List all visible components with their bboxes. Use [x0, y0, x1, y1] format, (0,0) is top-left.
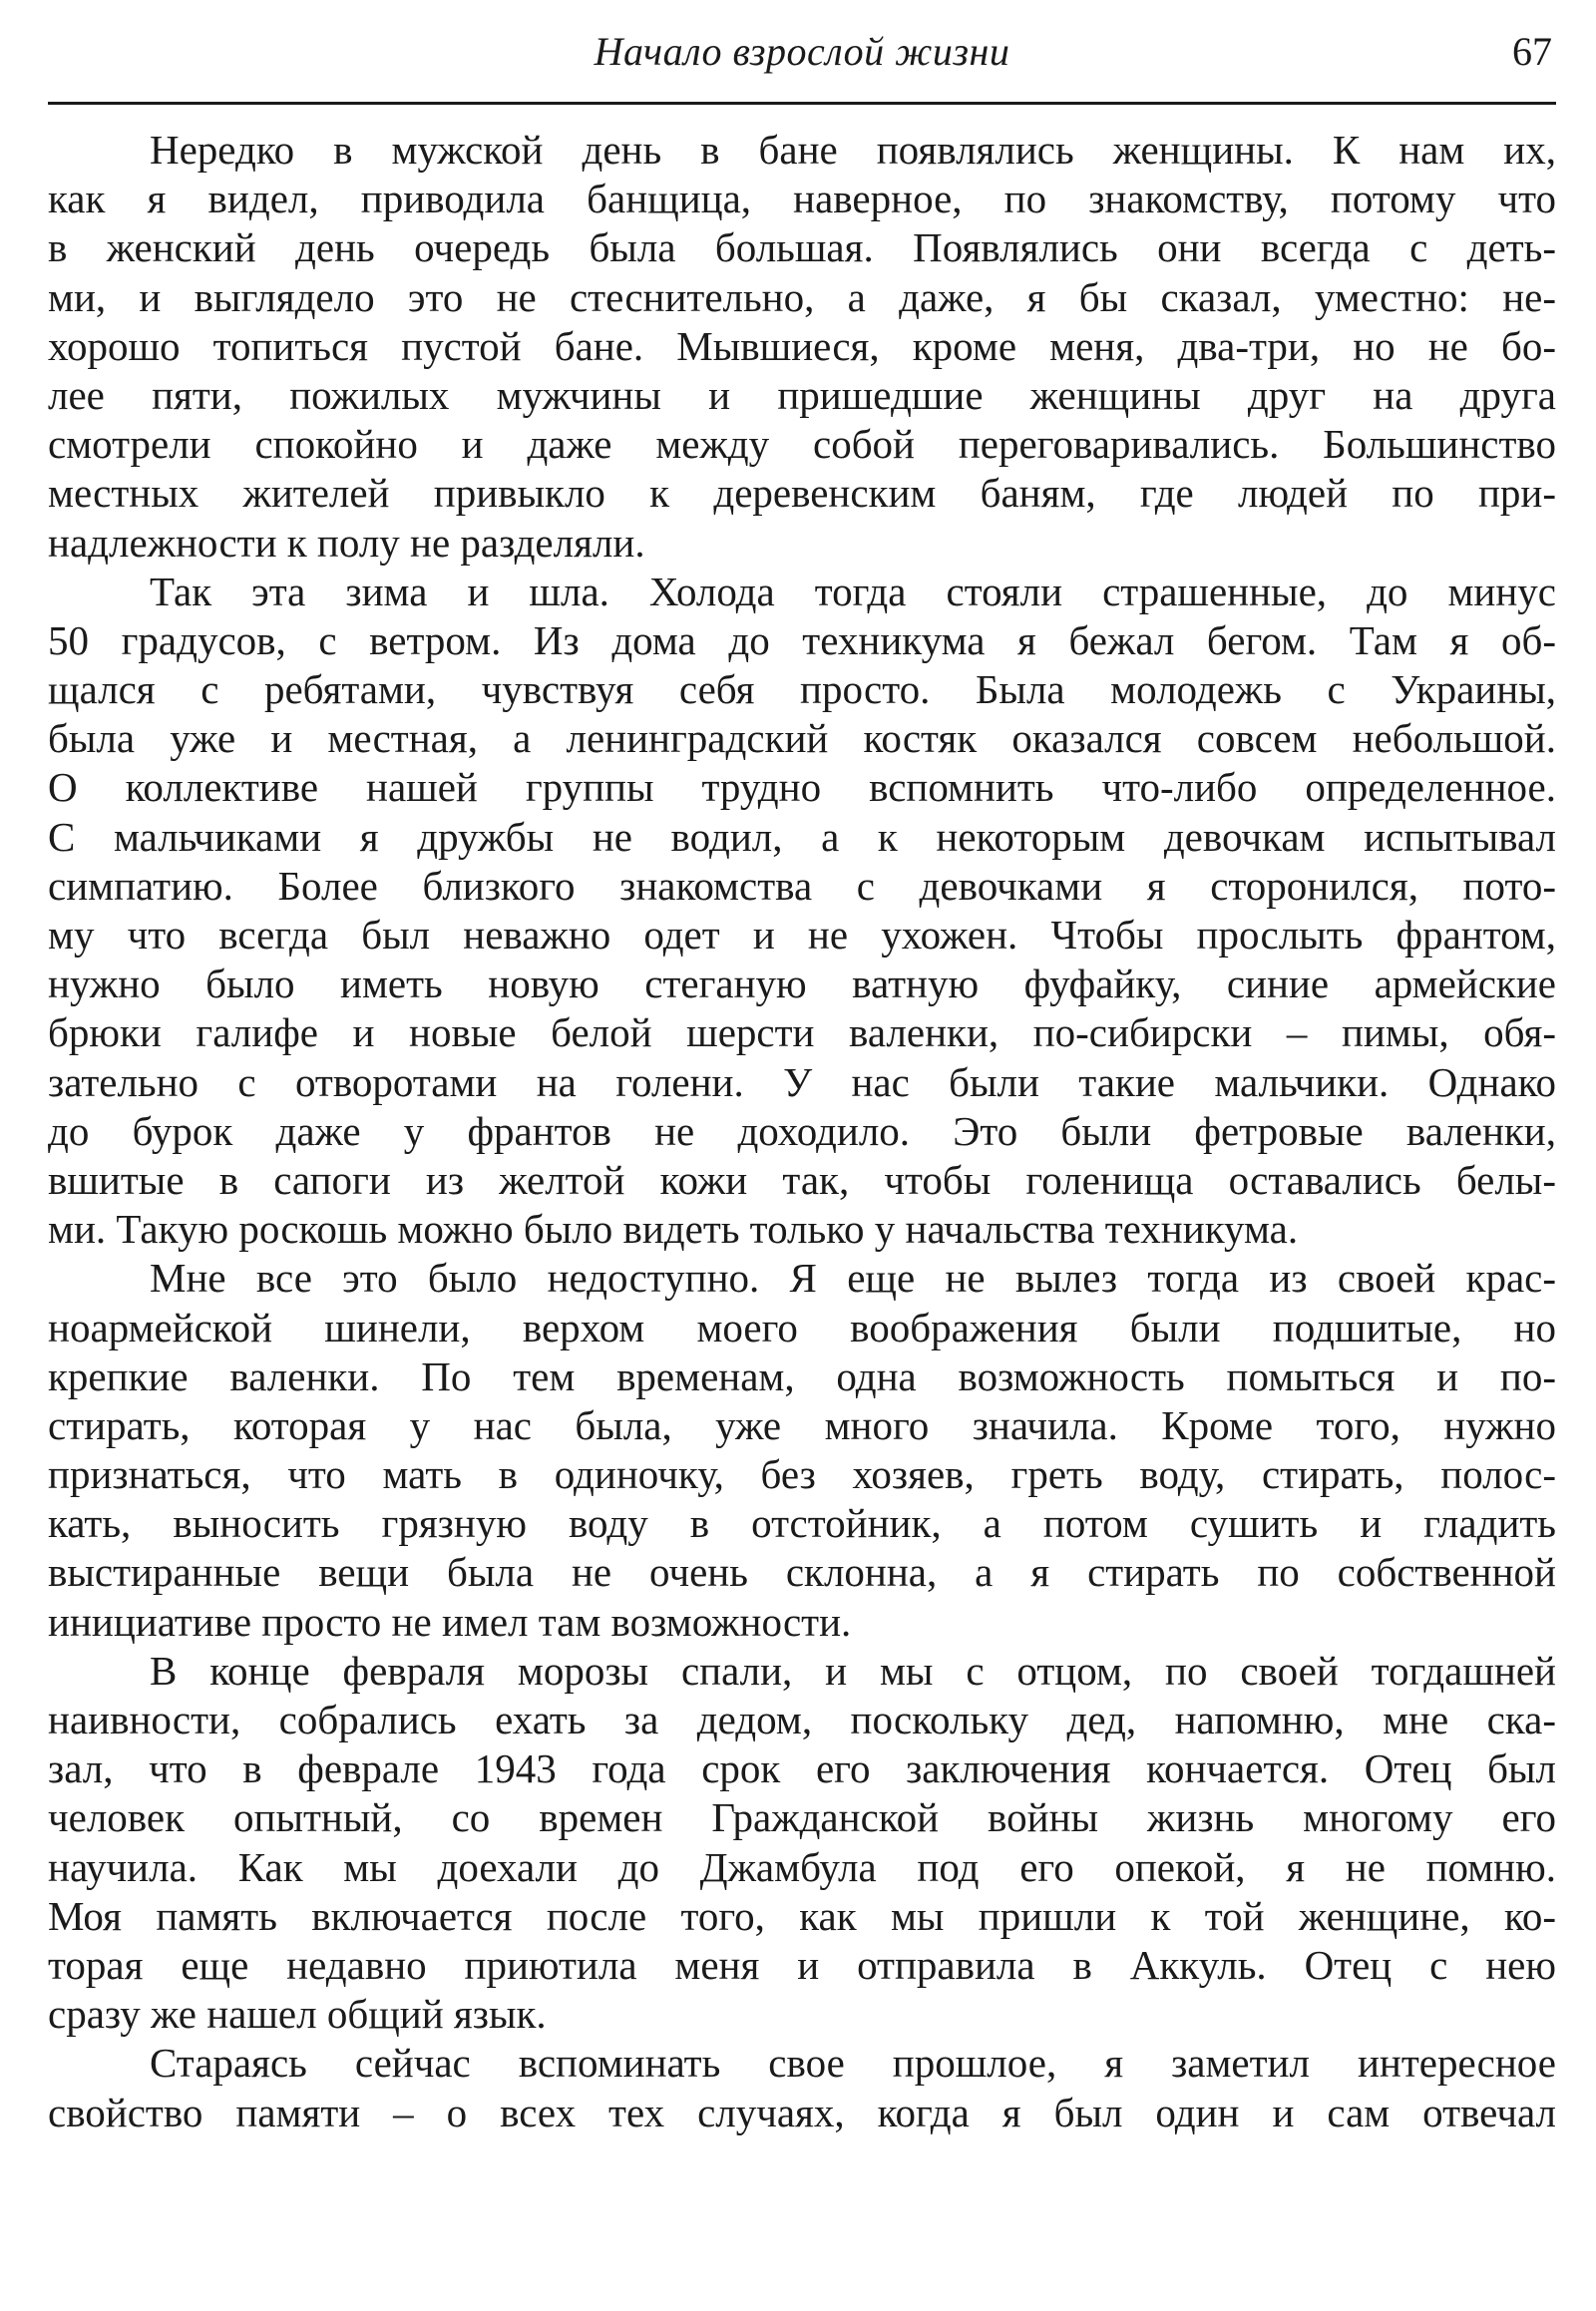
- text-line: крепкие валенки. По тем временам, одна возможность помыться и по-: [48, 1352, 1556, 1399]
- text-line: в женский день очередь была большая. Появлялись они всегда с деть-: [48, 224, 1556, 271]
- body-text: [48, 126, 1556, 2137]
- text-line: зал, что в феврале 1943 года срок его заключения кончается. Отец был: [48, 1745, 1556, 1792]
- text-line: Стараясь сейчас вспоминать свое прошлое, я заметил интересное: [150, 2040, 1556, 2087]
- text-line: выстиранные вещи была не очень склонна, а я стирать по собственной: [48, 1549, 1556, 1596]
- text-line: Моя память включается после того, как мы пришли к той женщине, ко-: [48, 1892, 1556, 1939]
- text-line: брюки галифе и новые белой шерсти валенки, по-сибирски – пимы, обя-: [48, 1009, 1556, 1056]
- text-line: зательно с отворотами на голени. У нас были такие мальчики. Однако: [48, 1058, 1556, 1105]
- text-line: ми, и выглядело это не стеснительно, а даже, я бы сказал, уместно: не-: [48, 273, 1556, 320]
- text-line: нужно было иметь новую стеганую ватную фуфайку, синие армейские: [48, 961, 1556, 1007]
- paragraph: [48, 126, 1556, 568]
- text-line: вшитые в сапоги из желтой кожи так, чтобы голенища оставались белы-: [48, 1156, 1556, 1203]
- text-line: научила. Как мы доехали до Джамбула под его опекой, я не помню.: [48, 1843, 1556, 1890]
- text-line: ми. Такую роскошь можно было видеть только у начальства техникума.: [48, 1206, 1299, 1253]
- text-line: признаться, что мать в одиночку, без хозяев, греть воду, стирать, полос-: [48, 1451, 1556, 1498]
- text-line: хорошо топиться пустой бане. Мывшиеся, кроме меня, два-три, но не бо-: [48, 322, 1556, 369]
- text-line: сразу же нашел общий язык.: [48, 1991, 547, 2038]
- text-line: человек опытный, со времен Гражданской войны жизнь многому его: [48, 1794, 1556, 1841]
- text-line: смотрели спокойно и даже между собой переговаривались. Большинство: [48, 421, 1556, 468]
- text-line: лее пяти, пожилых мужчины и пришедшие женщины друг на друга: [48, 371, 1556, 418]
- text-line: как я видел, приводила банщица, наверное, по знакомству, потому что: [48, 176, 1556, 222]
- text-line: симпатию. Более близкого знакомства с девочками я сторонился, пото-: [48, 862, 1556, 909]
- text-line: стирать, которая у нас была, уже много значила. Кроме того, нужно: [48, 1401, 1556, 1448]
- text-line: свойство памяти – о всех тех случаях, когда я был один и сам отвечал: [48, 2089, 1556, 2135]
- text-line: была уже и местная, а ленинградский костяк оказался совсем небольшой.: [48, 715, 1556, 762]
- text-line: щался с ребятами, чувствуя себя просто. Была молодежь с Украины,: [48, 666, 1556, 713]
- paragraph: [48, 2039, 1556, 2136]
- running-header: [48, 22, 1556, 82]
- paragraph: [48, 568, 1556, 1255]
- text-line: В конце февраля морозы спали, и мы с отцом, по своей тогдашней: [150, 1647, 1556, 1694]
- text-line: наивности, собрались ехать за дедом, поскольку дед, напомню, мне ска-: [48, 1697, 1556, 1742]
- text-line: местных жителей привыкло к деревенским баням, где людей по при-: [48, 470, 1556, 517]
- text-line: Нередко в мужской день в бане появлялись женщины. К нам их,: [150, 127, 1556, 173]
- header-rule: [48, 102, 1556, 105]
- text-line: кать, выносить грязную воду в отстойник, а потом сушить и гладить: [48, 1500, 1556, 1547]
- text-line: инициативе просто не имел там возможности.: [48, 1598, 852, 1645]
- text-line: му что всегда был неважно одет и не ухожен. Чтобы прослыть франтом,: [48, 912, 1556, 958]
- text-line: до бурок даже у франтов не доходило. Это были фетровые валенки,: [48, 1107, 1556, 1154]
- running-title: Начало взрослой жизни: [594, 29, 1010, 74]
- text-line: Так эта зима и шла. Холода тогда стояли страшенные, до минус: [150, 568, 1556, 614]
- text-line: надлежности к полу не разделяли.: [48, 519, 645, 566]
- page-number: 67: [1512, 29, 1552, 74]
- text-line: торая еще недавно приютила меня и отправила в Аккуль. Отец с нею: [48, 1941, 1556, 1988]
- paragraph: [48, 1254, 1556, 1647]
- text-line: С мальчиками я дружбы не водил, а к некоторым девочкам испытывал: [48, 813, 1556, 860]
- text-line: Мне все это было недоступно. Я еще не вылез тогда из своей крас-: [150, 1255, 1556, 1302]
- text-line: ноармейской шинели, верхом моего воображения были подшитые, но: [48, 1304, 1556, 1350]
- text-line: О коллективе нашей группы трудно вспомнить что-либо определенное.: [48, 764, 1556, 811]
- paragraph: [48, 1647, 1556, 2040]
- book-page: [48, 0, 1556, 2311]
- text-line: 50 градусов, с ветром. Из дома до техникума я бежал бегом. Там я об-: [48, 616, 1556, 663]
